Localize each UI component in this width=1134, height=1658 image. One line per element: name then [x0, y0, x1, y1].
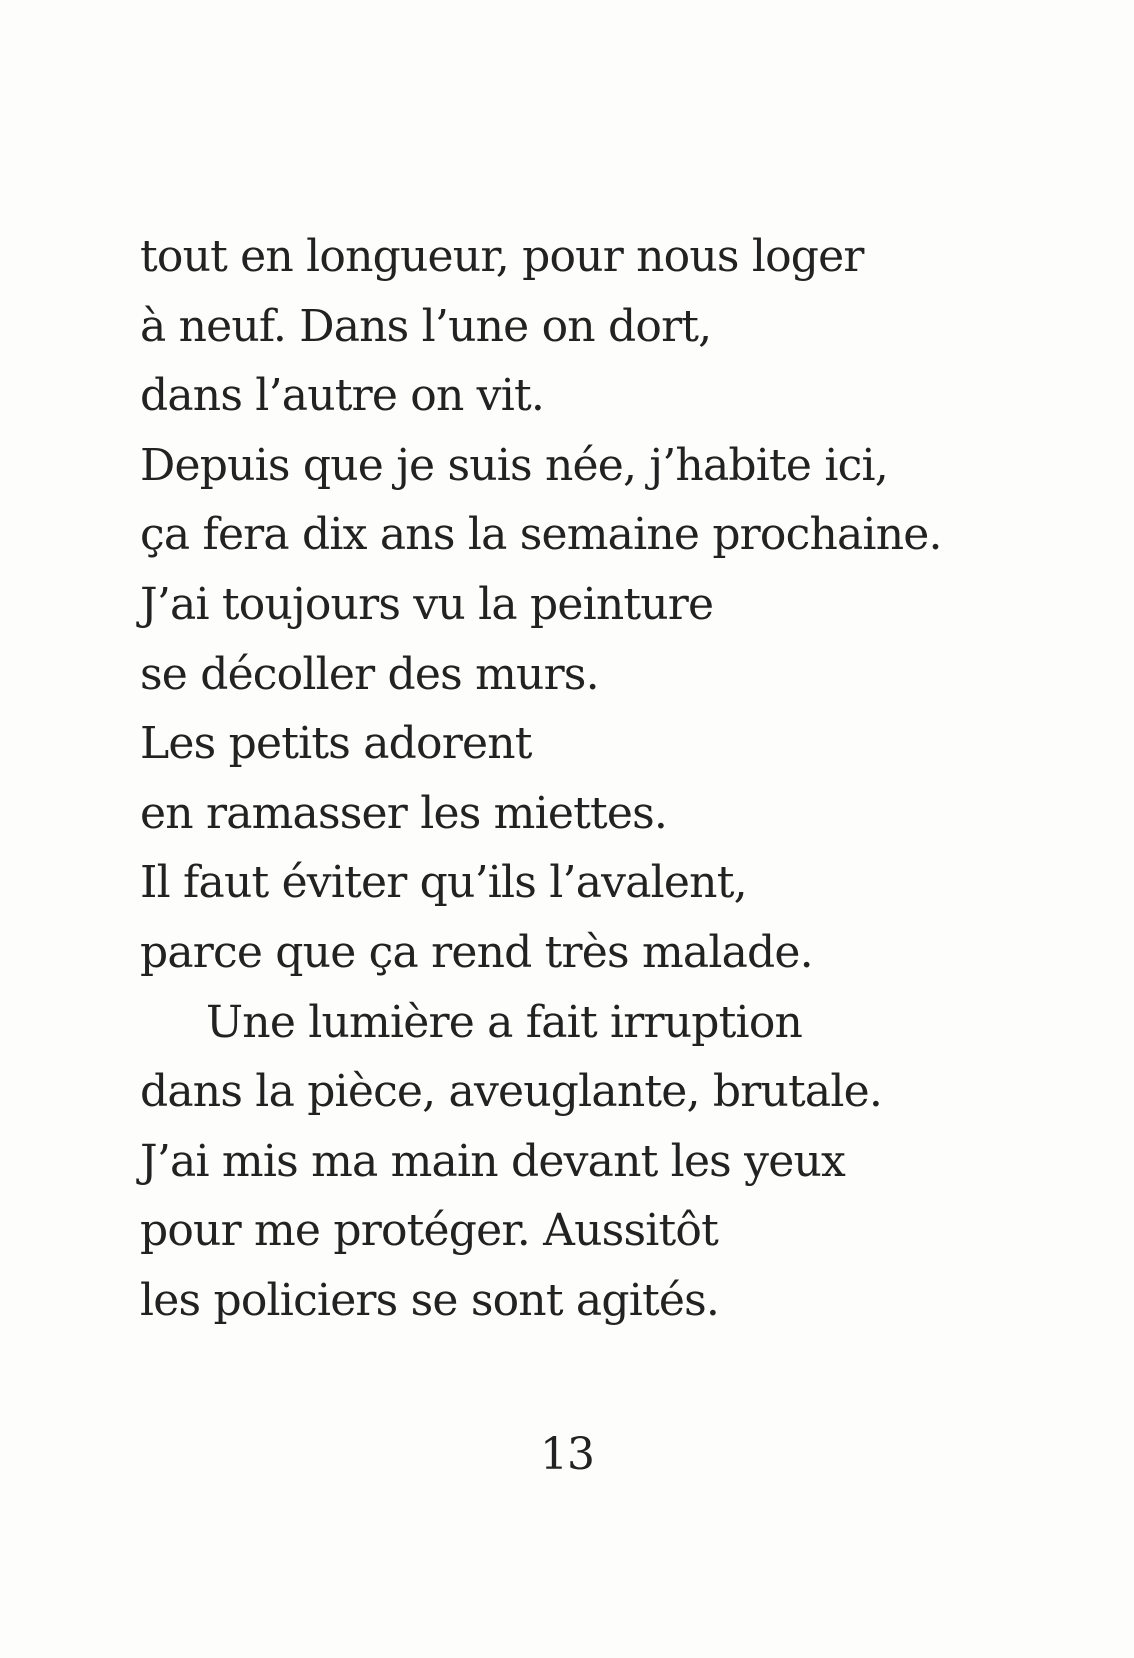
text-line: J’ai toujours vu la peinture: [140, 578, 714, 630]
text-line: les policiers se sont agités.: [140, 1274, 720, 1326]
paragraph-start-line: Une lumière a fait irruption: [206, 996, 803, 1048]
text-line: tout en longueur, pour nous loger: [140, 231, 864, 282]
text-line: J’ai mis ma main devant les yeux: [140, 1135, 845, 1187]
body-text: [140, 222, 1040, 1336]
page-number: 13: [540, 1429, 594, 1480]
text-line: pour me protéger. Aussitôt: [140, 1205, 718, 1257]
text-line: se décoller des murs.: [140, 648, 599, 700]
text-line: Depuis que je suis née, j’habite ici,: [140, 439, 888, 491]
text-line: ça fera dix ans la semaine prochaine.: [140, 509, 942, 561]
text-line: à neuf. Dans l’une on dort,: [140, 300, 712, 352]
text-line: Il faut éviter qu’ils l’avalent,: [140, 857, 747, 909]
text-line: en ramasser les miettes.: [140, 787, 668, 839]
text-line: parce que ça rend très malade.: [140, 926, 813, 978]
text-line: Les petits adorent: [140, 718, 532, 770]
text-line: dans la pièce, aveuglante, brutale.: [140, 1066, 883, 1118]
text-line: dans l’autre on vit.: [140, 370, 545, 422]
